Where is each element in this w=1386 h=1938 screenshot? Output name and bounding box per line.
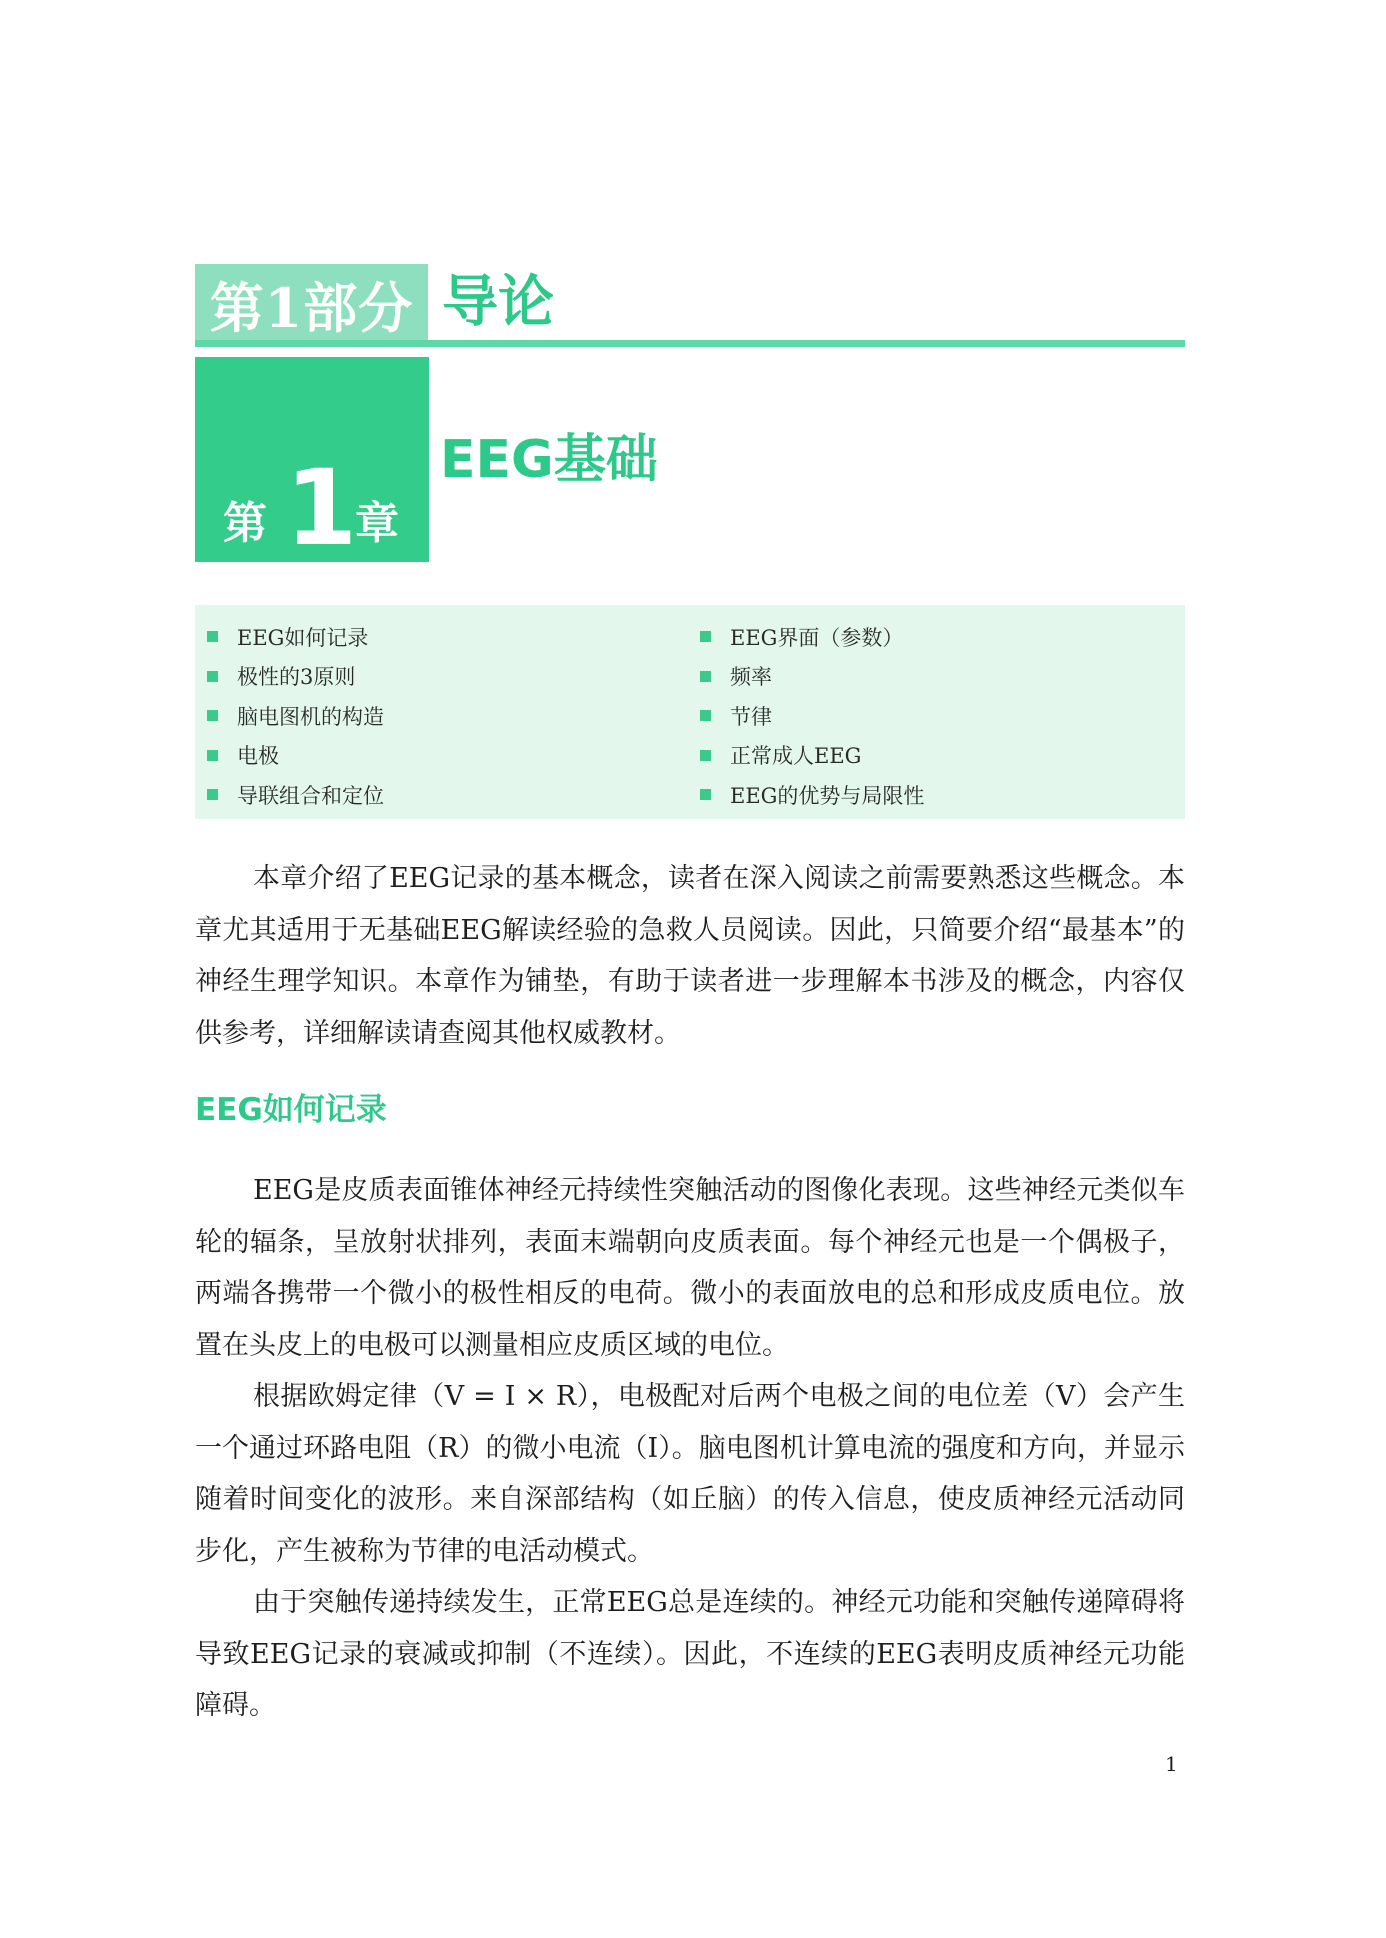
chapter-number-box — [195, 357, 429, 569]
chapter-number: 1 — [285, 447, 358, 569]
topic-label: 电极 — [237, 744, 279, 769]
part-header — [195, 264, 1185, 344]
part-label: 第1部分 — [209, 275, 414, 340]
part-title: 导论 — [442, 269, 554, 335]
square-bullet-icon — [700, 789, 711, 800]
topic-label: 脑电图机的构造 — [237, 704, 384, 729]
chapter-topics-box — [195, 605, 1185, 819]
topic-item — [207, 657, 384, 697]
topic-item — [207, 775, 384, 815]
section-heading: EEG如何记录 — [195, 1092, 387, 1128]
chapter-suffix: 章 — [355, 498, 399, 549]
square-bullet-icon — [207, 750, 218, 761]
topic-item — [700, 736, 924, 776]
square-bullet-icon — [700, 710, 711, 721]
topic-label: EEG的优势与局限性 — [730, 783, 925, 808]
part-divider — [195, 340, 1185, 347]
topic-label: 极性的3原则 — [237, 665, 356, 690]
body-paragraph: EEG是皮质表面锥体神经元持续性突触活动的图像化表现。这些神经元类似车轮的辐条，呈放射状排列，表面末端朝向皮质表面。每个神经元也是一个偶极子，两端各携带一个微小的极性相反的电荷。微小的表面放电的总和形成皮质电位。放置在头皮上的电极可以测量相应皮质区域的电位。 — [195, 1175, 1185, 1361]
topic-item — [700, 617, 924, 657]
topic-label: EEG如何记录 — [237, 625, 369, 650]
topic-label: 频率 — [730, 665, 772, 690]
topic-item — [207, 696, 384, 736]
topic-label: 节律 — [730, 704, 772, 729]
topic-item — [207, 736, 384, 776]
topic-item — [700, 696, 924, 736]
square-bullet-icon — [207, 671, 218, 682]
intro-paragraph: 本章介绍了EEG记录的基本概念，读者在深入阅读之前需要熟悉这些概念。本章尤其适用于无基础EEG解读经验的急救人员阅读。因此，只简要介绍“最基本”的神经生理学知识。本章作为铺垫，有助于读者进一步理解本书涉及的概念，内容仅供参考，详细解读请查阅其他权威教材。 — [195, 863, 1185, 1049]
body-paragraph: 根据欧姆定律（V = I × R），电极配对后两个电极之间的电位差（V）会产生一个通过环路电阻（R）的微小电流（I）。脑电图机计算电流的强度和方向，并显示随着时间变化的波形。来自深部结构（如丘脑）的传入信息，使皮质神经元活动同步化，产生被称为节律的电活动模式。 — [195, 1381, 1185, 1567]
topic-item — [207, 617, 384, 657]
body-paragraph: 由于突触传递持续发生，正常EEG总是连续的。神经元功能和突触传递障碍将导致EEG记录的衰减或抑制（不连续）。因此，不连续的EEG表明皮质神经元功能障碍。 — [195, 1587, 1185, 1721]
topic-item — [700, 775, 924, 815]
page-number: 1 — [1165, 1752, 1178, 1776]
square-bullet-icon — [700, 631, 711, 642]
topic-label: 导联组合和定位 — [237, 783, 384, 808]
part-label-box — [195, 264, 428, 344]
chapter-prefix: 第 — [223, 498, 267, 549]
square-bullet-icon — [700, 750, 711, 761]
topics-list-left — [207, 617, 384, 815]
topic-label: 正常成人EEG — [730, 744, 862, 769]
topics-list-right — [700, 617, 924, 815]
square-bullet-icon — [207, 710, 218, 721]
topic-item — [700, 657, 924, 697]
chapter-title: EEG基础 — [440, 430, 658, 490]
square-bullet-icon — [207, 789, 218, 800]
square-bullet-icon — [700, 671, 711, 682]
topic-label: EEG界面（参数） — [730, 625, 904, 650]
square-bullet-icon — [207, 631, 218, 642]
